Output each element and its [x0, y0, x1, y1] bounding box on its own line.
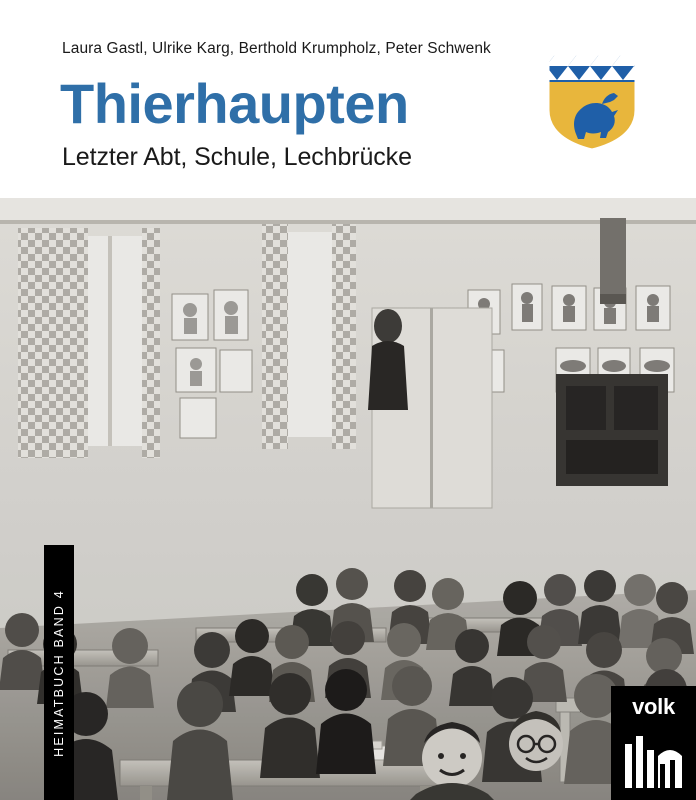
book-subtitle: Letzter Abt, Schule, Lechbrücke	[62, 143, 412, 171]
publisher-logo	[611, 686, 696, 800]
series-label: HEIMATBUCH BAND 4	[52, 589, 66, 757]
cover-photograph	[0, 198, 696, 800]
coat-of-arms-icon	[546, 52, 638, 152]
publisher-name: volk	[632, 694, 675, 719]
series-spine-band	[44, 545, 74, 800]
publisher-mark-icon	[625, 734, 683, 793]
authors-line: Laura Gastl, Ulrike Karg, Berthold Krumpholz, Peter Schwenk	[62, 40, 491, 57]
book-title: Thierhaupten	[60, 72, 409, 135]
cover-header	[0, 0, 696, 198]
